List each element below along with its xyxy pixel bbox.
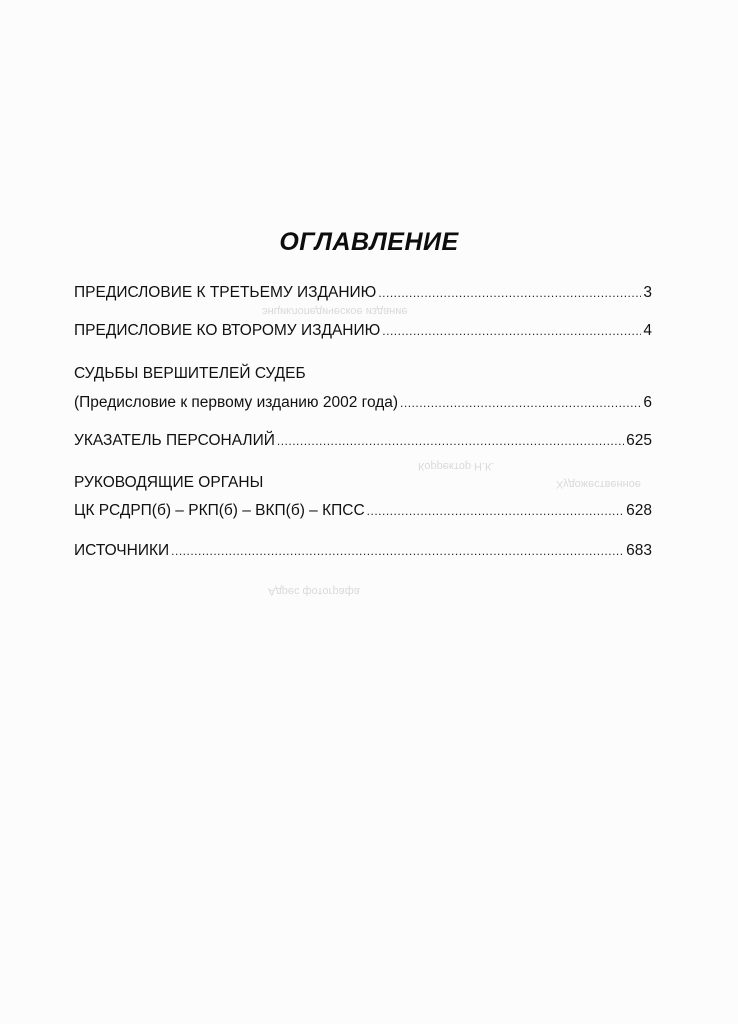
toc-entry[interactable] [74,541,652,561]
toc-entry-heading: РУКОВОДЯЩИЕ ОРГАНЫ [74,474,264,491]
toc-entry[interactable] [74,283,652,303]
bleed-through-text: энциклопедическое издание [262,305,408,317]
toc-entry-label: (Предисловие к первому изданию 2002 года) [74,394,399,411]
toc-entry[interactable] [74,501,652,521]
toc-entry-label: ПРЕДИСЛОВИЕ К ТРЕТЬЕМУ ИЗДАНИЮ [74,284,377,301]
dot-leader [171,541,624,561]
bleed-through-text: Адрес фотографа [268,585,360,597]
toc-page-number: 625 [626,432,652,449]
toc-entry-label: УКАЗАТЕЛЬ ПЕРСОНАЛИЙ [74,432,275,449]
toc-page-number: 6 [643,394,652,411]
toc-entry[interactable] [74,431,652,451]
dot-leader [400,393,641,413]
dot-leader [378,283,641,303]
dot-leader [367,501,624,521]
bleed-through-text: Корректор Н.К. [418,460,495,472]
dot-leader [382,321,641,341]
toc-entry[interactable] [74,321,652,341]
toc-entry[interactable] [74,393,652,413]
toc-page-number: 683 [626,542,652,559]
toc-page-number: 628 [626,502,652,519]
page-title: ОГЛАВЛЕНИЕ [279,228,459,256]
toc-entry-label: ЦК РСДРП(б) – РКП(б) – ВКП(б) – КПСС [74,502,365,519]
toc-page-number: 3 [643,284,652,301]
toc-entry-heading: СУДЬБЫ ВЕРШИТЕЛЕЙ СУДЕБ [74,365,306,382]
toc-entry-label: ИСТОЧНИКИ [74,542,170,559]
dot-leader [277,431,624,451]
toc-entry-label: ПРЕДИСЛОВИЕ КО ВТОРОМУ ИЗДАНИЮ [74,322,381,339]
bleed-through-text: Художественное [556,478,641,490]
toc-page-number: 4 [643,322,652,339]
